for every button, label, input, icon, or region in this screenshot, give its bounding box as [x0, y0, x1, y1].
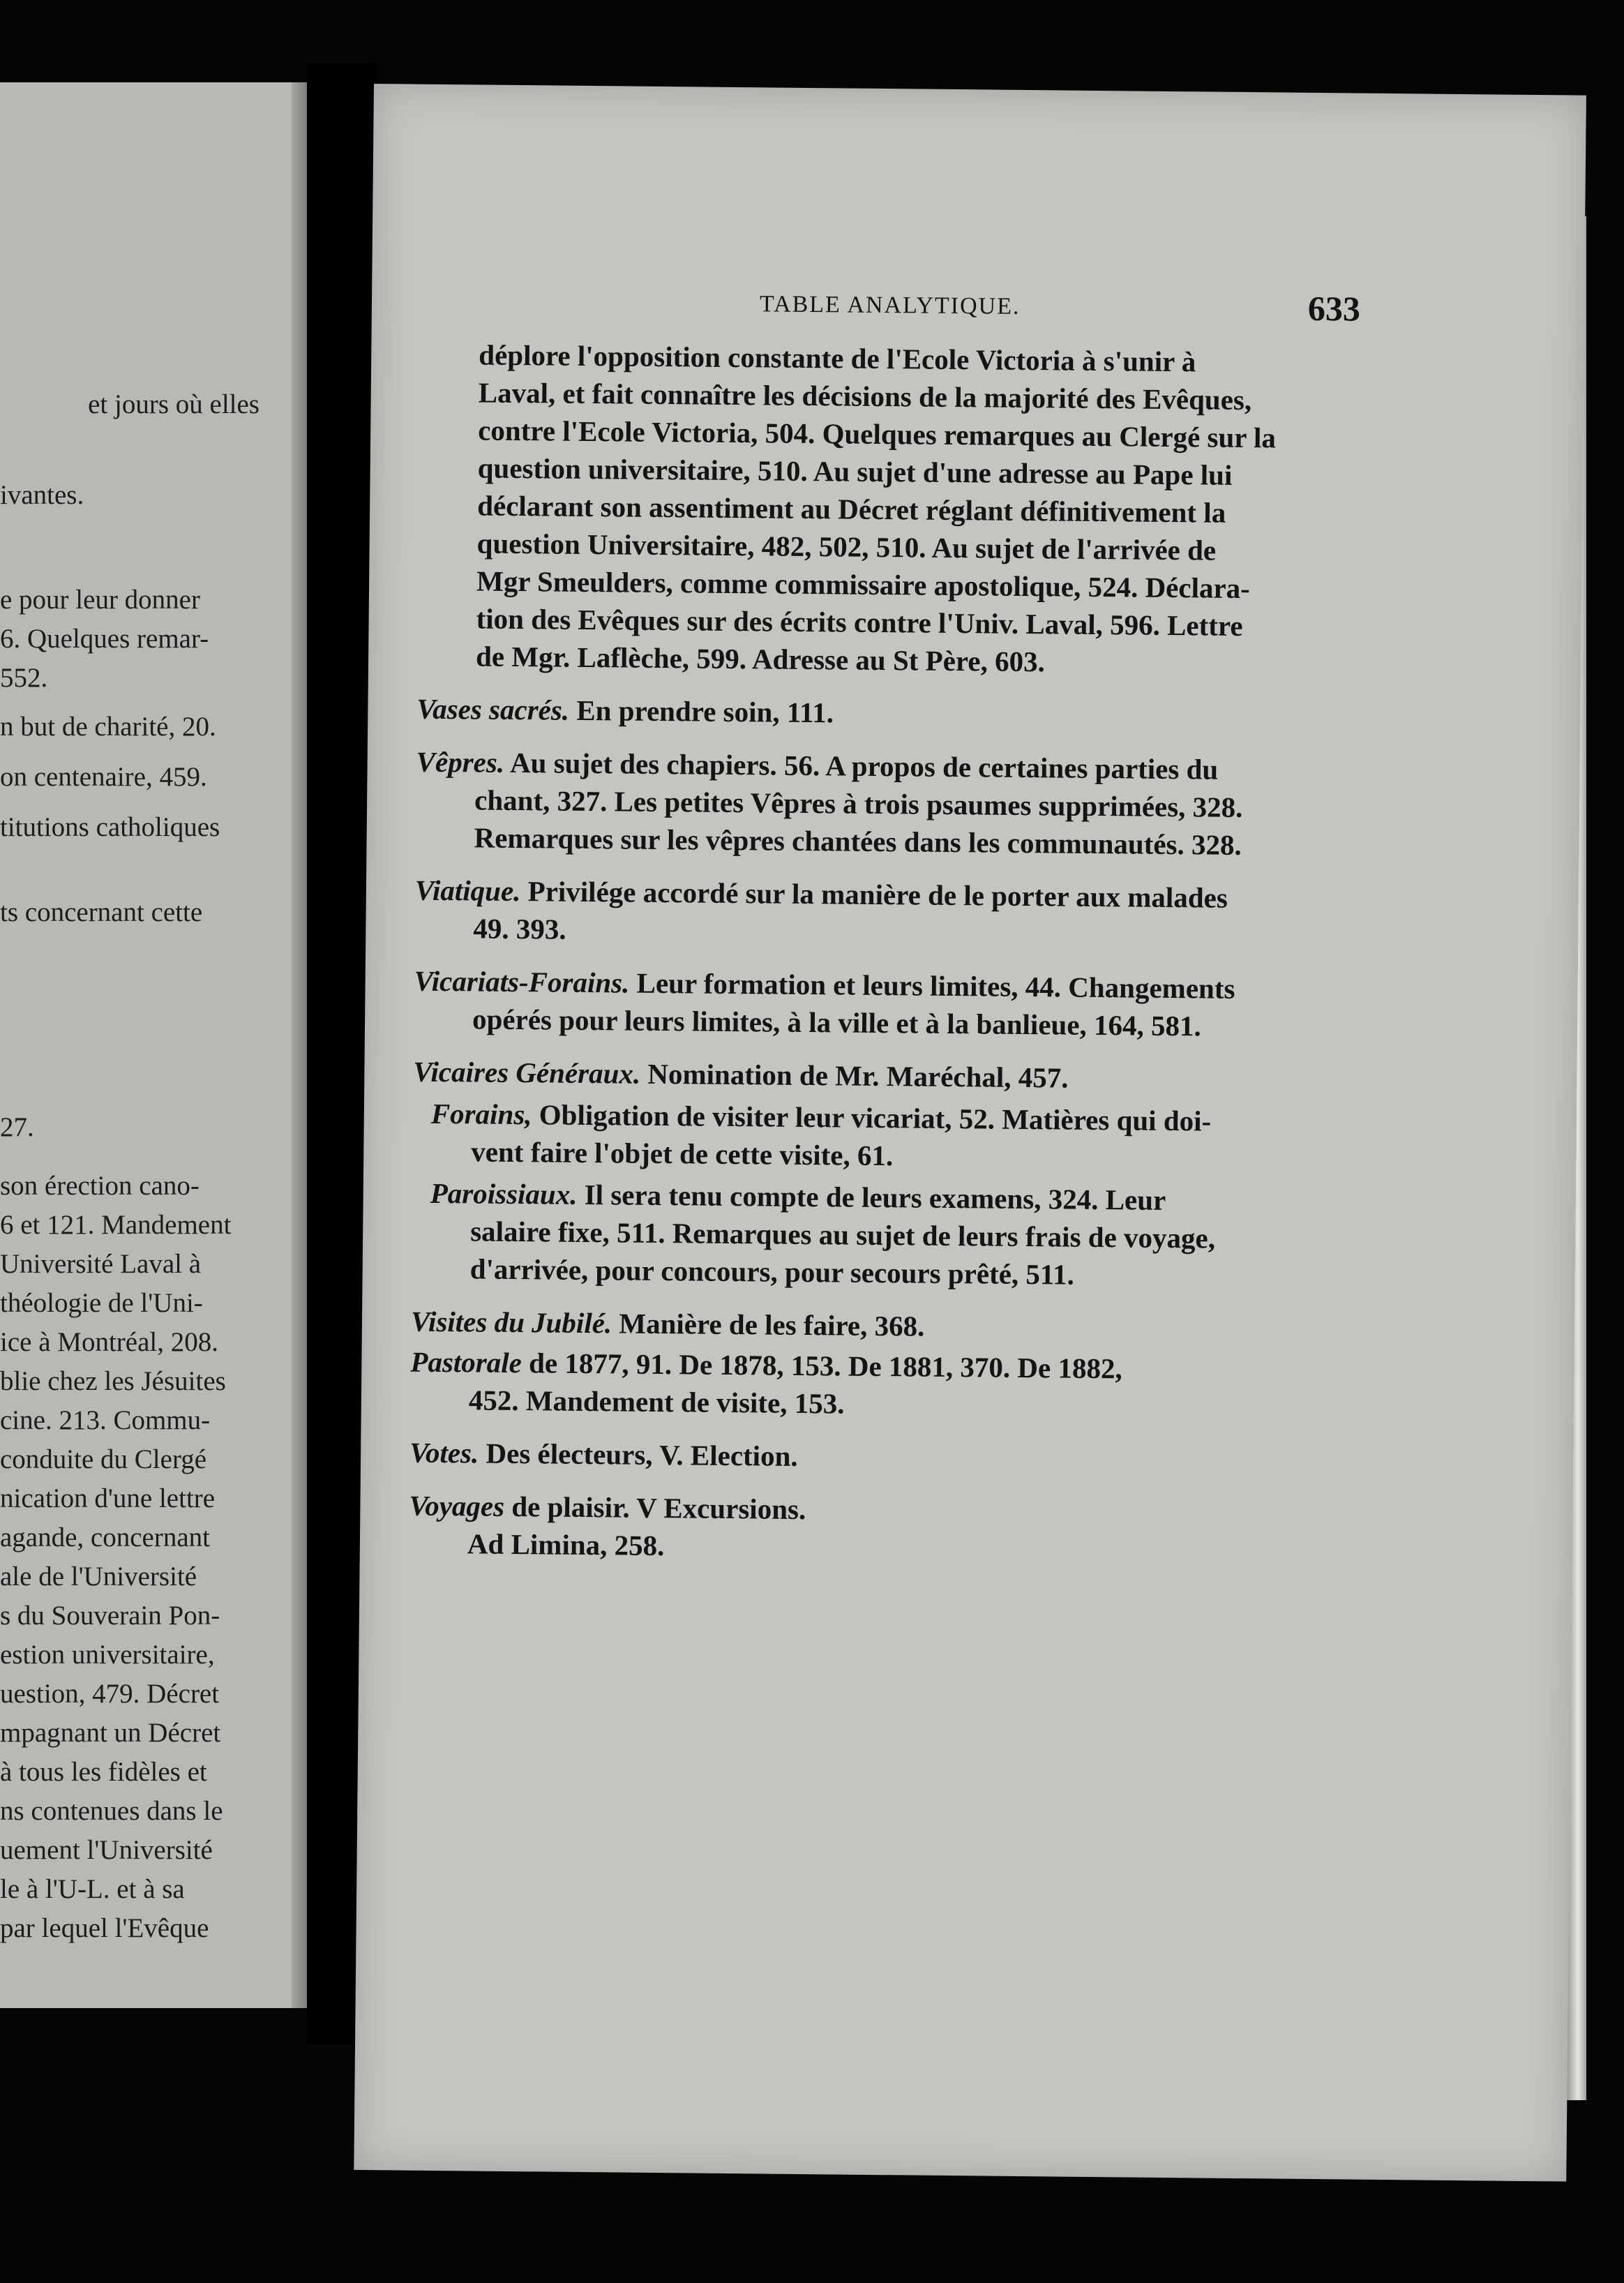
entry-text: Manière de les faire, 368.	[619, 1307, 925, 1342]
left-line: 552.	[0, 663, 48, 693]
left-line: blie chez les Jésuites	[0, 1366, 226, 1396]
entry-text: Leur formation et leurs limites, 44. Changements	[636, 966, 1235, 1005]
right-page	[354, 84, 1586, 2182]
page-edge	[292, 82, 307, 2008]
entry-heading: Votes.	[409, 1436, 479, 1469]
entry-text: Des électeurs, V. Election.	[486, 1437, 798, 1472]
text-line: déplore l'opposition constante de l'Ecole Victoria à s'unir à	[479, 338, 1196, 378]
entry-text: Au sujet des chapiers. 56. A propos de certaines parties du	[509, 746, 1219, 786]
left-line: ns contenues dans le	[0, 1796, 223, 1826]
entry-text: chant, 327. Les petites Vêpres à trois psaumes supprimées, 328.	[474, 784, 1243, 824]
entry-heading: Vases sacrés.	[416, 692, 570, 726]
entry-text: 49. 393.	[473, 912, 566, 945]
entry-heading: Vicaires Généraux.	[413, 1055, 641, 1090]
entry-heading: Vêpres.	[416, 745, 505, 779]
left-line: nication d'une lettre	[0, 1483, 216, 1513]
left-line: et jours où elles	[88, 389, 260, 419]
entry-heading: Paroissiaux.	[430, 1176, 578, 1211]
left-line: e pour leur donner	[0, 585, 200, 615]
entry-heading: Forains,	[430, 1097, 532, 1131]
left-line: n but de charité, 20.	[0, 712, 216, 742]
text-line: Mgr Smeulders, comme commissaire apostolique, 524. Déclara-	[476, 564, 1251, 605]
continuation-entry	[417, 336, 1355, 684]
entry-text: En prendre soin, 111.	[576, 694, 834, 729]
entry-heading: Pastorale	[410, 1345, 522, 1379]
entry-text: Privilége accordé sur la manière de le porter aux malades	[527, 875, 1228, 914]
text-line: déclarant son assentiment au Décret réglant définitivement la	[476, 489, 1226, 529]
left-line: mpagnant un Décret	[0, 1718, 221, 1748]
entry-text: d'arrivée, pour concours, pour secours prêté, 511.	[469, 1252, 1075, 1291]
left-line: agande, concernant	[0, 1522, 210, 1552]
left-line: 27.	[0, 1112, 34, 1142]
entry-heading: Visites du Jubilé.	[410, 1305, 612, 1340]
entry-text: 452. Mandement de visite, 153.	[468, 1384, 845, 1420]
entry-text: Il sera tenu compte de leurs examens, 324. Leur	[584, 1178, 1166, 1216]
left-line: le à l'U-L. et à sa	[0, 1874, 185, 1904]
left-line: s du Souverain Pon-	[0, 1601, 220, 1631]
left-line: Université Laval à	[0, 1249, 202, 1279]
left-line: ts concernant cette	[0, 897, 203, 927]
entry-text: vent faire l'objet de cette visite, 61.	[471, 1135, 894, 1172]
page-number: 633	[1307, 288, 1361, 329]
left-line: théologie de l'Uni-	[0, 1288, 203, 1318]
index-entry	[412, 1095, 1348, 1179]
entry-heading: Viatique.	[414, 874, 521, 908]
index-entry	[413, 1053, 1348, 1100]
left-line: uement l'Université	[0, 1835, 213, 1865]
text-line: de Mgr. Laflèche, 599. Adresse au St Père, 603.	[475, 640, 1046, 678]
left-line: ale de l'Université	[0, 1562, 197, 1592]
entry-text: opérés pour leurs limites, à la ville et à la banlieue, 164, 581.	[472, 1003, 1201, 1042]
entry-text: Remarques sur les vêpres chantées dans les communautés. 328.	[474, 821, 1242, 861]
entry-text: Nomination de Mr. Maréchal, 457.	[647, 1057, 1069, 1094]
entry-text: salaire fixe, 511. Remarques au sujet de leurs frais de voyage,	[470, 1215, 1216, 1255]
index-entry	[414, 871, 1350, 956]
left-line: estion universitaire,	[0, 1640, 215, 1670]
index-entry	[415, 743, 1351, 865]
index-entry	[411, 1303, 1346, 1349]
text-line: question Universitaire, 482, 502, 510. Au sujet de l'arrivée de	[476, 527, 1217, 567]
entry-text: Ad Limina, 258.	[467, 1527, 665, 1562]
text-line: Laval, et fait connaître les décisions de la majorité des Evêques,	[478, 376, 1252, 417]
index-entry	[410, 1343, 1346, 1428]
index-entry	[409, 1434, 1344, 1481]
left-line: uestion, 479. Décret	[0, 1679, 220, 1709]
text-line: contre l'Ecole Victoria, 504. Quelques remarques au Clergé sur la	[478, 414, 1277, 454]
left-line: par lequel l'Evêque	[0, 1913, 209, 1943]
left-line: on centenaire, 459.	[0, 762, 207, 792]
left-line: à tous les fidèles et	[0, 1757, 207, 1787]
left-line: 6. Quelques remar-	[0, 624, 209, 654]
text-line: tion des Evêques sur des écrits contre l'Univ. Laval, 596. Lettre	[476, 602, 1243, 642]
index-entry	[409, 1487, 1344, 1571]
left-line: 6 et 121. Mandement	[0, 1210, 232, 1240]
index-entry	[414, 962, 1349, 1047]
left-line: ice à Montréal, 208.	[0, 1327, 218, 1357]
text-line: question universitaire, 510. Au sujet d'une adresse au Pape lui	[477, 451, 1233, 491]
entry-text: de 1877, 91. De 1878, 153. De 1881, 370. De 1882,	[528, 1347, 1122, 1385]
entry-heading: Voyages	[409, 1489, 505, 1522]
index-body	[408, 336, 1355, 1587]
left-page	[0, 82, 307, 2008]
index-entry	[416, 690, 1351, 737]
left-line: cine. 213. Commu-	[0, 1405, 211, 1435]
entry-heading: Vicariats-Forains.	[414, 964, 630, 999]
left-line: titutions catholiques	[0, 812, 220, 842]
index-entry	[411, 1174, 1346, 1296]
left-line: conduite du Clergé	[0, 1444, 207, 1474]
entry-text: de plaisir. V Excursions.	[511, 1490, 806, 1526]
left-line: son érection cano-	[0, 1171, 200, 1201]
left-line: ivantes.	[0, 480, 84, 510]
running-header: TABLE ANALYTIQUE.	[759, 291, 1021, 320]
entry-text: Obligation de visiter leur vicariat, 52. Matières qui doi-	[539, 1098, 1212, 1137]
